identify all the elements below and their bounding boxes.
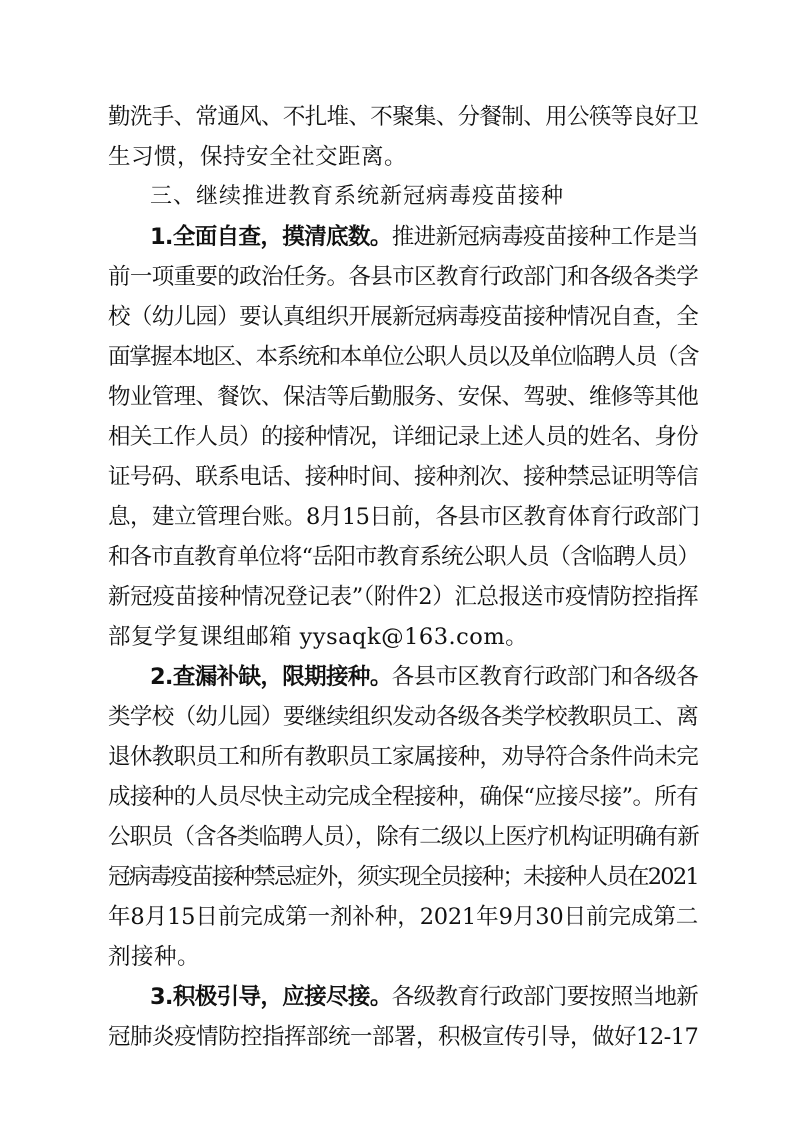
- body-text-line: 公职员（含各类临聘人员），除有二级以上医疗机构证明确有新: [108, 824, 699, 850]
- body-text-line: 剂接种。: [108, 944, 201, 970]
- body-text-line: 退休教职员工和所有教职员工家属接种，劝导符合条件尚未完: [108, 744, 698, 770]
- item-2-title: 2.查漏补缺，限期接种。: [150, 664, 392, 690]
- body-text-line: 面掌握本地区、本系统和本单位公职人员以及单位临聘人员（含: [108, 344, 698, 370]
- item-3-text: 各级教育行政部门要按照当地新: [391, 984, 698, 1010]
- body-text-line: 息，建立管理台账。8月15日前，各县市区教育体育行政部门: [108, 504, 700, 530]
- body-text-line: 勤洗手、常通风、不扎堆、不聚集、分餐制、用公筷等良好卫: [108, 104, 698, 130]
- body-text-line: 成接种的人员尽快主动完成全程接种，确保“应接尽接”。所有: [108, 784, 698, 810]
- item-3-first-line: [150, 977, 698, 1017]
- body-text-line: 新冠疫苗接种情况登记表”（附件2）汇总报送市疫情防控指挥: [108, 584, 698, 610]
- body-text-line: 部复学复课组邮箱 yysaqk@163.com。: [108, 624, 529, 650]
- body-text-line: 年8月15日前完成第一剂补种，2021年9月30日前完成第二: [108, 904, 698, 930]
- body-text-line: 类学校（幼儿园）要继续组织发动各级各类学校教职员工、离: [108, 704, 698, 730]
- body-text-line: 前一项重要的政治任务。各县市区教育行政部门和各级各类学: [108, 264, 698, 290]
- section-heading: 三、继续推进教育系统新冠病毒疫苗接种: [150, 184, 565, 209]
- body-text-line: 冠肺炎疫情防控指挥部统一部署，积极宣传引导，做好12-17: [108, 1024, 699, 1050]
- item-2-text: 各县市区教育行政部门和各级各: [391, 664, 698, 690]
- item-1-first-line: [150, 217, 698, 257]
- body-text-line: 校（幼儿园）要认真组织开展新冠病毒疫苗接种情况自查，全: [108, 304, 698, 330]
- item-1-text: 推进新冠病毒疫苗接种工作是当: [391, 224, 698, 250]
- item-3-title: 3.积极引导，应接尽接。: [150, 984, 392, 1010]
- body-text-line: 生习惯，保持安全社交距离。: [108, 144, 408, 170]
- body-text-line: 和各市直教育单位将“岳阳市教育系统公职人员（含临聘人员）: [108, 544, 700, 570]
- body-text-line: 物业管理、餐饮、保洁等后勤服务、安保、驾驶、维修等其他: [108, 384, 698, 410]
- item-1-title: 1.全面自查，摸清底数。: [150, 224, 392, 250]
- item-2-first-line: [150, 657, 698, 697]
- body-text-line: 相关工作人员）的接种情况，详细记录上述人员的姓名、身份: [108, 424, 698, 450]
- body-text-line: 冠病毒疫苗接种禁忌症外，须实现全员接种；未接种人员在2021: [108, 864, 698, 890]
- body-text-line: 证号码、联系电话、接种时间、接种剂次、接种禁忌证明等信: [108, 464, 698, 490]
